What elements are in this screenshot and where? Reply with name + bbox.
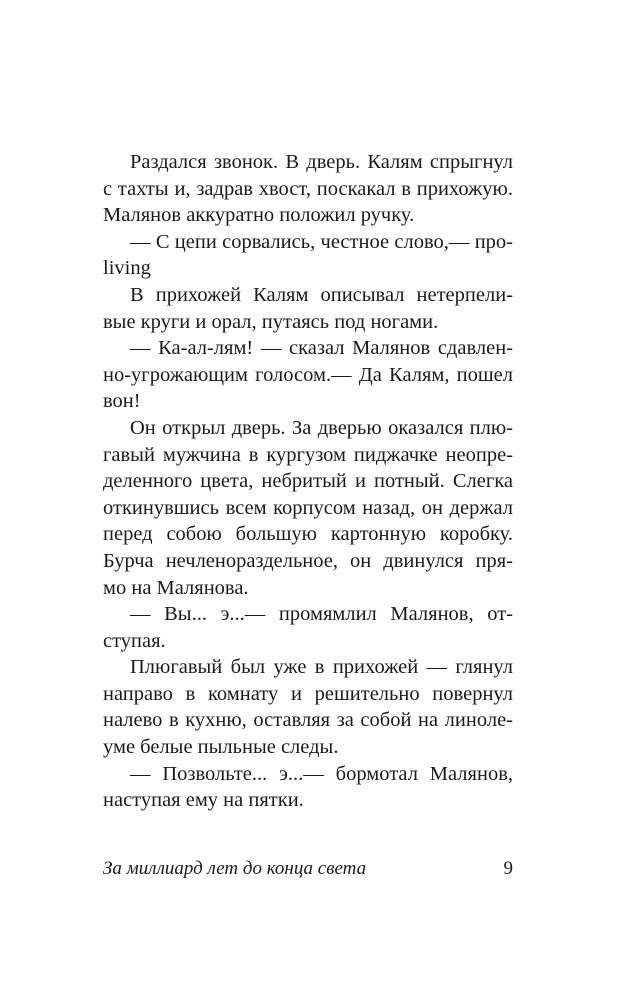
text-line: вые круги и орал, путаясь под ногами.	[103, 310, 439, 333]
text-line: вон!	[103, 390, 141, 413]
text-line: — С цепи сорвались, честное слово,— про-	[130, 230, 513, 253]
text-line: перед собою большую картонную коробку.	[103, 523, 513, 546]
text-line: гавый мужчина в кургузом пиджачке неопре-	[103, 443, 513, 466]
text-line: деленного цвета, небритый и потный. Слегка	[103, 470, 513, 493]
text-line: наступая ему на пятки.	[103, 789, 304, 812]
text-line: Малянов аккуратно положил ручку.	[103, 204, 415, 227]
text-line: налево в кухню, оставляя за собой на линоле-	[103, 709, 513, 732]
text-line: — Ка-ал-лям! — сказал Малянов сдавлен-	[130, 337, 513, 360]
text-line: Он открыл дверь. За дверью оказался плю-	[130, 416, 513, 439]
text-line: направо в комнату и решительно повернул	[103, 682, 513, 705]
page-number: 9	[503, 858, 513, 879]
text-line: мо на Малянова.	[103, 576, 249, 599]
text-line: откинувшись всем корпусом назад, он держал	[103, 496, 513, 519]
text-line: Раздался звонок. В дверь. Калям спрыгнул	[130, 151, 513, 173]
text-line: но-угрожающим голосом.— Да Калям, пошел	[103, 363, 513, 386]
text-line: В прихожей Калям описывал нетерпели-	[130, 283, 513, 306]
text-line: living	[103, 257, 151, 280]
text-line: Бурча нечленораздельное, он двинулся пря-	[103, 549, 513, 572]
running-footer-title: За миллиард лет до конца света	[103, 858, 367, 879]
text-line: уме белые пыльные следы.	[103, 736, 339, 759]
text-line: с тахты и, задрав хвост, поскакал в прихожую.	[103, 177, 513, 200]
text-line: Плюгавый был уже в прихожей — глянул	[130, 656, 513, 679]
body-text	[103, 149, 513, 814]
text-line: — Позвольте... э...— бормотал Малянов,	[130, 762, 513, 785]
text-line: ступая.	[103, 629, 166, 652]
text-line: — Вы... э...— промямлил Малянов, от-	[130, 603, 513, 626]
